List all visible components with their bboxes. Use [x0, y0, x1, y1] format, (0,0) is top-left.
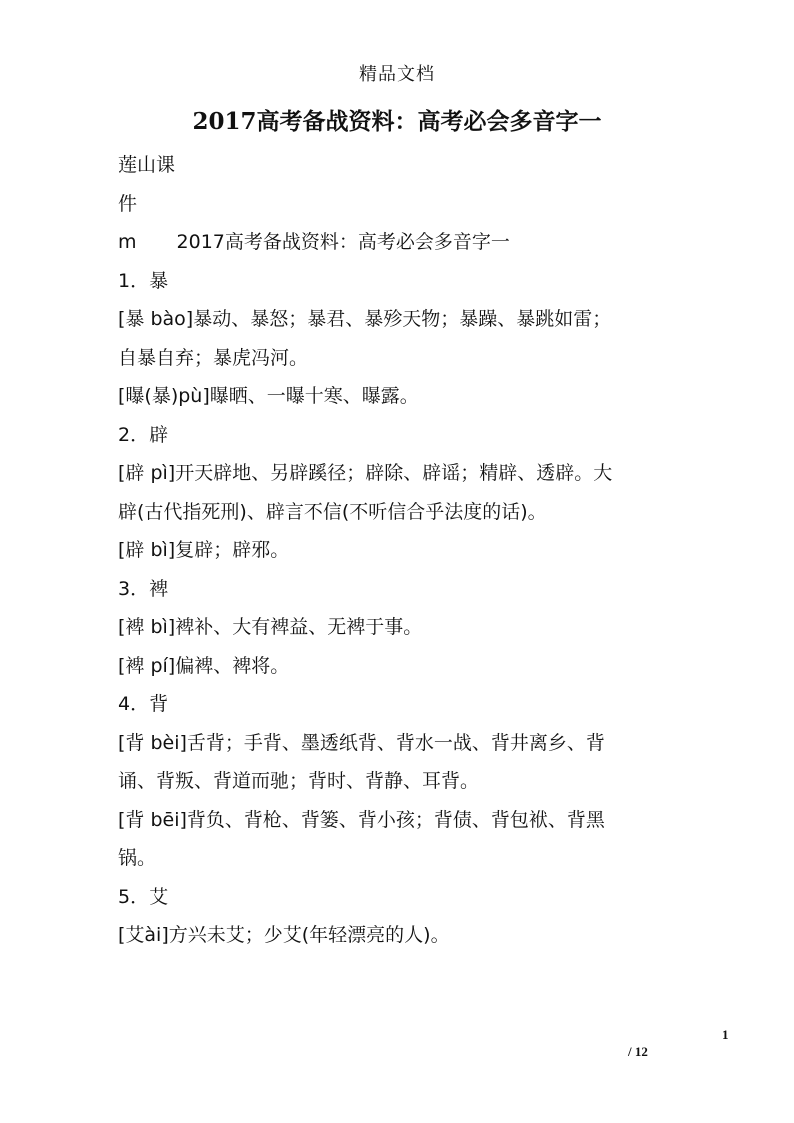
- page-number: 1: [722, 1027, 729, 1042]
- entry-number: 3．裨: [118, 577, 169, 600]
- entry-number: 4．背: [118, 693, 169, 715]
- entry-number: 1．暴: [118, 269, 169, 292]
- page-total: / 12: [628, 1044, 648, 1059]
- entry-reading: [背 bēi]背负、背枪、背篓、背小孩；背债、背包袱、背黑: [118, 808, 605, 831]
- entry-reading: 诵、背叛、背道而驰；背时、背静、耳背。: [118, 770, 480, 792]
- entry-reading: [艾ài]方兴未艾；少艾(年轻漂亮的人)。: [118, 924, 450, 946]
- entry-reading: 辟(古代指死刑)、辟言不信(不听信合乎法度的话)。: [118, 500, 547, 523]
- entry-reading: [辟 pì]开天辟地、另辟蹊径；辟除、辟谣；精辟、透辟。大: [118, 462, 613, 484]
- body-line: 莲山课: [118, 154, 176, 176]
- entry-reading: [裨 bì]裨补、大有裨益、无裨于事。: [118, 616, 423, 638]
- document-title: 2017高考备战资料：高考必会多音字一: [192, 108, 602, 135]
- entry-reading: 自暴自弃；暴虎冯河。: [118, 346, 309, 369]
- page-header: 精品文档: [359, 64, 435, 85]
- entry-number: 5．艾: [118, 885, 169, 908]
- document-body: [118, 146, 688, 955]
- entry-reading: [辟 bì]复辟；辟邪。: [118, 539, 290, 561]
- body-line: 件: [118, 192, 138, 215]
- entry-reading: [裨 pí]偏裨、裨将。: [118, 654, 290, 677]
- entry-reading: [曝(暴)pù]曝晒、一曝十寒、曝露。: [118, 385, 419, 407]
- entry-reading: 锅。: [118, 847, 157, 869]
- heading-prefix: m: [118, 231, 137, 253]
- heading-text: 2017高考备战资料：高考必会多音字一: [176, 231, 510, 253]
- entry-number: 2．辟: [118, 423, 169, 446]
- entry-reading: [暴 bào]暴动、暴怒；暴君、暴殄天物；暴躁、暴跳如雷；: [118, 308, 612, 330]
- body-line-heading: [118, 223, 688, 262]
- entry-reading: [背 bèi]舌背；手背、墨透纸背、背水一战、背井离乡、背: [118, 731, 605, 754]
